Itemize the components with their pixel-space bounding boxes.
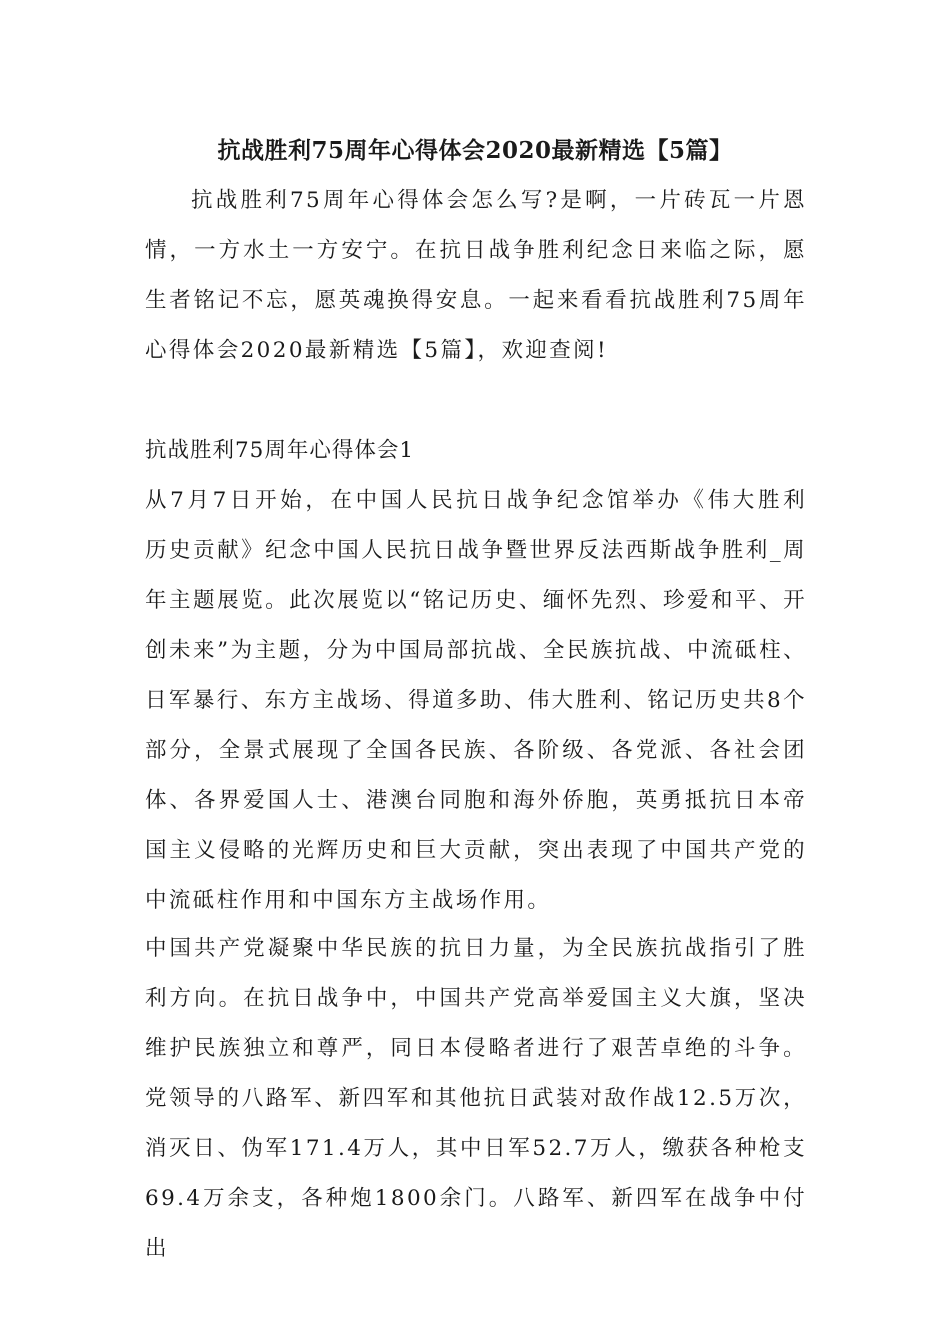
body-paragraph: 中国共产党凝聚中华民族的抗日力量，为全民族抗战指引了胜利方向。在抗日战争中，中国共产党高举爱国主义大旗，坚决维护民族独立和尊严，同日本侵略者进行了艰苦卓绝的斗争。党领导的八路军、新四军和其他抗日武装对敌作战12.5万次，消灭日、伪军171.4万人，其中日军52.7万人，缴获各种枪支69.4万余支，各种炮1800余门。八路军、新四军在战争中付出 bbox=[145, 936, 807, 1261]
section-heading: 抗战胜利75周年心得体会1 bbox=[145, 438, 415, 463]
body-paragraph: 从7月7日开始，在中国人民抗日战争纪念馆举办《伟大胜利 历史贡献》纪念中国人民抗日战争暨世界反法西斯战争胜利_周年主题展览。此次展览以“铭记历史、缅怀先烈、珍爱和平、开创未来”为主题，分为中国局部抗战、全民族抗战、中流砥柱、日军暴行、东方主战场、得道多助、伟大胜利、铭记历史共8个部分，全景式展现了全国各民族、各阶级、各党派、各社会团体、各界爱国人士、港澳台同胞和海外侨胞，英勇抵抗日本帝国主义侵略的光辉历史和巨大贡献，突出表现了中国共产党的中流砥柱作用和中国东方主战场作用。 bbox=[145, 488, 807, 913]
document-title: 抗战胜利75周年心得体会2020最新精选【5篇】 bbox=[217, 137, 733, 164]
intro-paragraph: 抗战胜利75周年心得体会怎么写?是啊，一片砖瓦一片恩情，一方水土一方安宁。在抗日战争胜利纪念日来临之际，愿生者铭记不忘，愿英魂换得安息。一起来看看抗战胜利75周年心得体会2020最新精选【5篇】，欢迎查阅! bbox=[145, 188, 807, 363]
